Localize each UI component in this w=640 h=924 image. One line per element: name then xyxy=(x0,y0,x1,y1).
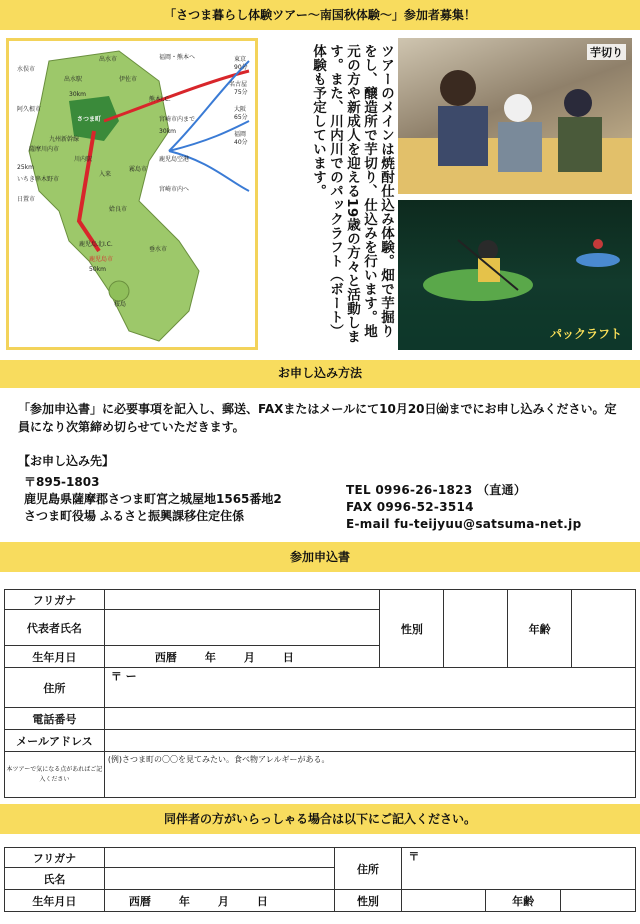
map-label: 川内駅 xyxy=(74,156,93,163)
label-name: 代表者氏名 xyxy=(5,610,105,646)
companion-label-address: 住所 xyxy=(334,848,402,890)
address-line2: さつま町役場 ふるさと振興課移住定住係 xyxy=(24,509,245,523)
map-label: 東京 xyxy=(234,56,247,63)
map-label: 福岡 xyxy=(234,131,247,138)
map-label: 鹿児島空港 xyxy=(159,156,190,163)
map-label: 大阪 xyxy=(234,106,247,113)
input-furigana[interactable] xyxy=(104,590,380,610)
section-companion-header: 同伴者の方がいらっしゃる場合は以下にご記入ください。 xyxy=(0,804,640,834)
input-dob[interactable] xyxy=(104,646,380,668)
map-label: 75分 xyxy=(234,89,248,96)
companion-label-name: 氏名 xyxy=(5,868,105,890)
label-phone: 電話番号 xyxy=(5,708,105,730)
area-map xyxy=(6,38,258,350)
companion-dob-seireki: 西暦 xyxy=(128,894,151,908)
map-label: 垂水市 xyxy=(149,246,168,253)
postal-code: 〒895-1803 xyxy=(24,475,100,489)
companion-label-dob: 生年月日 xyxy=(5,890,105,912)
companion-input-age[interactable] xyxy=(561,890,636,912)
map-label: 出水市 xyxy=(99,56,118,63)
input-address[interactable]: 〒 ー xyxy=(104,668,635,708)
map-label: 出水駅 xyxy=(64,76,83,83)
companion-dob-year: 年 xyxy=(178,894,190,908)
fax: FAX 0996-52-3514 xyxy=(346,500,474,514)
label-furigana: フリガナ xyxy=(5,590,105,610)
intro-text: ツアーのメインは焼酎仕込み体験。畑で芋掘りをし、醸造所で芋切り、仕込みを行います。地元の方や新成人を迎える19歳の方々と活動します。また、川内川でのパックラフト（ボート）体験も予定しています。 xyxy=(310,44,394,344)
map-label: 90分 xyxy=(234,64,248,71)
map-label: 鹿児島市 xyxy=(89,256,114,263)
companion-input-gender[interactable] xyxy=(402,890,486,912)
input-phone[interactable] xyxy=(104,708,635,730)
input-name[interactable] xyxy=(104,610,380,646)
intro-section xyxy=(0,34,640,356)
map-label: 桜島 xyxy=(114,301,127,308)
companion-label-gender: 性別 xyxy=(334,890,402,912)
map-label: いちき串木野市 xyxy=(17,176,60,183)
dob-seireki: 西暦 xyxy=(154,650,177,664)
map-label: 伊佐市 xyxy=(119,76,138,83)
top-banner: 「さつま暮らし体験ツアー～南国秋体験～」参加者募集！ xyxy=(0,0,640,30)
map-label: 姶良市 xyxy=(109,206,128,213)
map-label: 40分 xyxy=(234,139,248,146)
dob-year: 年 xyxy=(204,650,216,664)
map-label: 宮崎市内へ xyxy=(159,186,190,193)
input-notes[interactable]: (例)さつま町の〇〇を見てみたい。食べ物アレルギーがある。 xyxy=(104,752,635,798)
input-gender[interactable] xyxy=(444,590,508,668)
contact-block xyxy=(346,482,581,533)
photo2-label: パックラフト xyxy=(549,327,622,341)
map-label: 30km xyxy=(69,91,86,98)
companion-dob-day: 日 xyxy=(256,894,268,908)
input-email[interactable] xyxy=(104,730,635,752)
map-label: 阿久根市 xyxy=(17,106,42,113)
map-label: 九州新幹線 xyxy=(49,136,80,143)
map-label: さつま町 xyxy=(77,116,102,123)
companion-form xyxy=(4,847,636,912)
map-label: 霧島市 xyxy=(129,166,148,173)
map-label: 入来 xyxy=(99,171,112,178)
map-label: 65分 xyxy=(234,114,248,121)
photo-imokiri xyxy=(398,38,632,194)
label-age: 年齢 xyxy=(508,590,572,668)
input-age[interactable] xyxy=(572,590,636,668)
label-dob: 生年月日 xyxy=(5,646,105,668)
sakurajima xyxy=(109,281,129,301)
companion-input-furigana[interactable] xyxy=(104,848,334,868)
map-label: 熊本I.C. xyxy=(149,96,171,103)
map-label: 50km xyxy=(89,266,106,273)
label-address: 住所 xyxy=(5,668,105,708)
map-label: 30km xyxy=(159,128,176,135)
companion-label-age: 年齢 xyxy=(486,890,561,912)
map-label: 25km xyxy=(17,164,34,171)
dob-day: 日 xyxy=(282,650,294,664)
photo-packraft xyxy=(398,200,632,350)
companion-label-furigana: フリガナ xyxy=(5,848,105,868)
label-gender: 性別 xyxy=(380,590,444,668)
map-label: 薩摩川内市 xyxy=(29,146,60,153)
map-label: 宮崎市内まで xyxy=(159,116,196,123)
tel: TEL 0996-26-1823 （直通） xyxy=(346,483,527,497)
companion-input-address[interactable]: 〒 xyxy=(402,848,636,890)
dob-month: 月 xyxy=(243,650,255,664)
apply-text: 「参加申込書」に必要事項を記入し、郵送、FAXまたはメールにて10月20日㈮までにお申し込みください。定員になり次第締め切らせていただきます。 xyxy=(18,402,617,434)
map-label: 日置市 xyxy=(17,196,36,203)
map-label: 鹿児島北I.C. xyxy=(79,241,113,248)
photo-imokiri-image xyxy=(398,38,632,194)
email-link[interactable]: E-mail fu-teijyuu@satsuma-net.jp xyxy=(346,517,582,531)
companion-dob-month: 月 xyxy=(217,894,229,908)
companion-input-dob[interactable] xyxy=(104,890,334,912)
label-email: メールアドレス xyxy=(5,730,105,752)
map-label: 福岡・熊本へ xyxy=(159,54,196,61)
photo1-label: 芋切り xyxy=(587,44,626,60)
address-line1: 鹿児島県薩摩郡さつま町宮之城屋地1565番地2 xyxy=(24,492,282,506)
section-form-header: 参加申込書 xyxy=(0,542,640,572)
kagoshima-map xyxy=(9,41,255,347)
section-apply-header: お申し込み方法 xyxy=(0,360,640,388)
address-block xyxy=(24,474,282,525)
application-form xyxy=(4,589,636,798)
destination-heading: 【お申し込み先】 xyxy=(18,454,115,468)
label-notes: 本ツアーで気になる点があればご記入ください xyxy=(5,752,105,798)
companion-input-name[interactable] xyxy=(104,868,334,890)
map-label: 名古屋 xyxy=(229,81,248,88)
map-label: 水俣市 xyxy=(17,66,36,73)
